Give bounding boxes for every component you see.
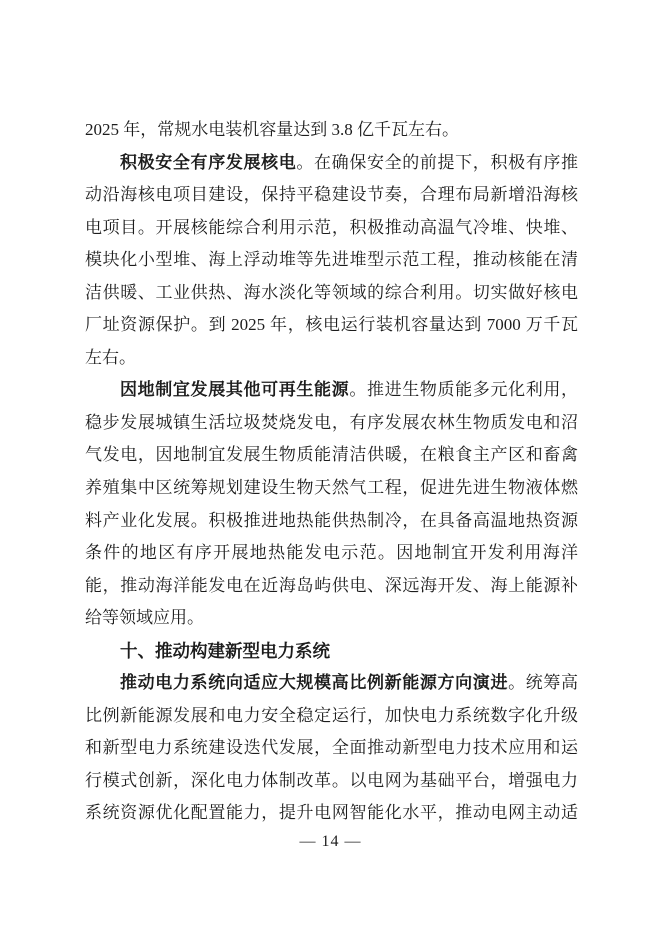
text-line: 气发电，因地制宜发展生物质能清洁供暖，在粮食主产区和畜禽: [85, 445, 578, 465]
text-line: 给等领域应用。: [85, 608, 204, 628]
text-line: 和新型电力系统建设迭代发展，全面推动新型电力技术应用和运: [85, 738, 578, 758]
text-line: 稳步发展城镇生活垃圾焚烧发电，有序发展农林生物质发电和沼: [85, 412, 578, 432]
text-line: 2025 年，常规水电装机容量达到 3.8 亿千瓦左右。: [85, 120, 459, 139]
text-line: 能，推动海洋能发电在近海岛屿供电、深远海开发、海上能源补: [85, 575, 578, 595]
text-line: 动沿海核电项目建设，保持平稳建设节奏，合理布局新增沿海核: [85, 185, 578, 205]
text-line: 条件的地区有序开展地热能发电示范。因地制宜开发利用海洋: [85, 543, 578, 563]
text-line: 因地制宜发展其他可再生能源。推进生物质能多元化利用，: [120, 380, 578, 400]
text-line: 养殖集中区统筹规划建设生物天然气工程，促进先进生物液体燃: [85, 478, 578, 498]
text-line: 洁供暖、工业供热、海水淡化等领域的综合利用。切实做好核电: [85, 282, 578, 302]
text-line: 积极安全有序发展核电。在确保安全的前提下，积极有序推: [120, 152, 578, 172]
text-line: 料产业化发展。积极推进地热能供热制冷，在具备高温地热资源: [85, 510, 578, 530]
text-line: 模块化小型堆、海上浮动堆等先进堆型示范工程，推动核能在清: [85, 250, 578, 270]
text-line: 厂址资源保护。到 2025 年，核电运行装机容量达到 7000 万千瓦: [85, 315, 578, 335]
text-line: 行模式创新，深化电力体制改革。以电网为基础平台，增强电力: [85, 770, 578, 790]
text-line: 电项目。开展核能综合利用示范，积极推动高温气冷堆、快堆、: [85, 217, 578, 237]
text-line: 推动电力系统向适应大规模高比例新能源方向演进。统筹高: [120, 673, 578, 693]
bold-lead-sentence: 积极安全有序发展核电: [120, 152, 297, 172]
bold-lead-sentence: 推动电力系统向适应大规模高比例新能源方向演进: [120, 673, 509, 693]
text-line: 比例新能源发展和电力安全稳定运行，加快电力系统数字化升级: [85, 705, 578, 725]
section-heading: 十、推动构建新型电力系统: [120, 640, 330, 661]
text-block: [85, 114, 578, 830]
bold-lead-sentence: 因地制宜发展其他可再生能源: [120, 380, 350, 400]
page-number: — 14 —: [299, 833, 362, 850]
text-line: 系统资源优化配置能力，提升电网智能化水平，推动电网主动适: [85, 803, 578, 823]
text-line: 左右。: [85, 347, 136, 367]
